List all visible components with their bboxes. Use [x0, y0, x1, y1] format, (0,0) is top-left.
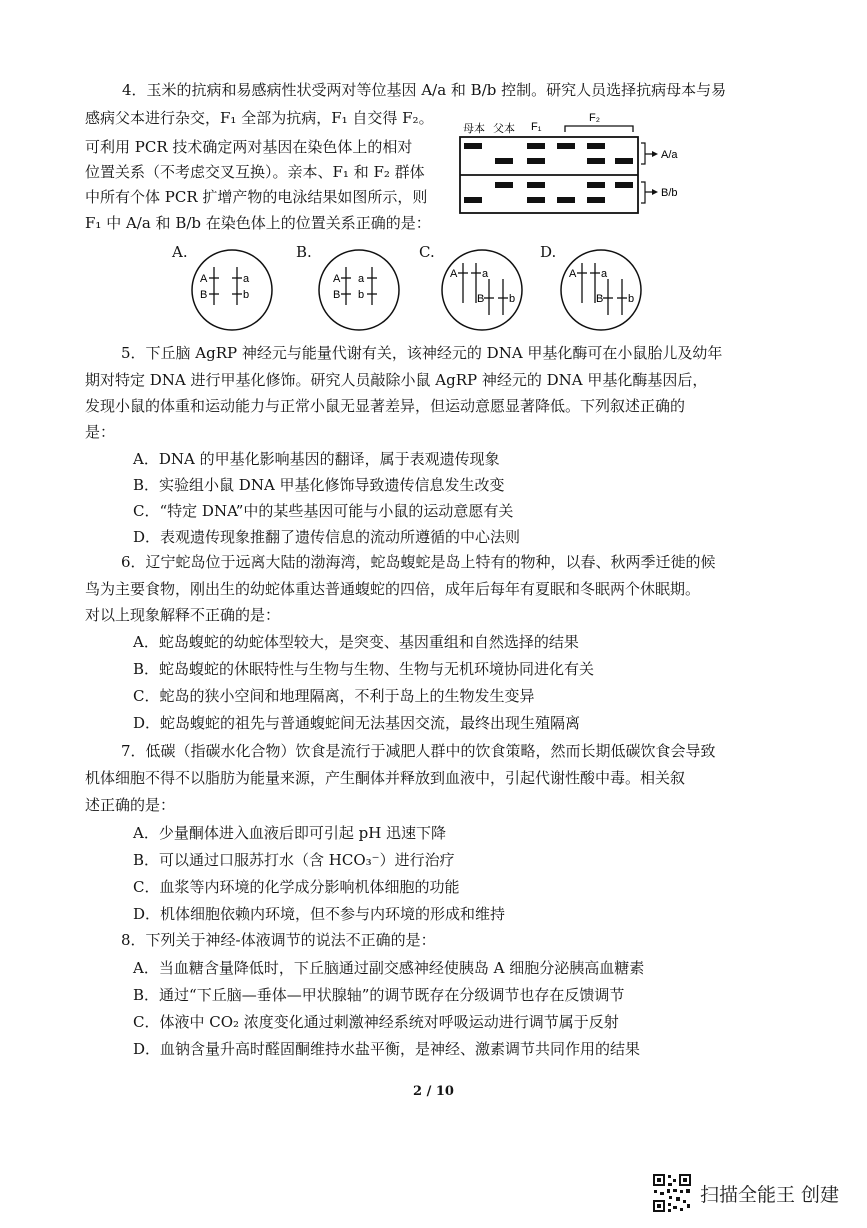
question-4-line: 中所有个体 PCR 扩增产物的电泳结果如图所示，则	[85, 188, 428, 206]
question-4-line: 感病父本进行杂交，F₁ 全部为抗病，F₁ 自交得 F₂。	[85, 109, 434, 127]
option-d-chromosome-diagram[interactable]	[556, 243, 646, 335]
option-a-chromosome-diagram[interactable]	[187, 243, 277, 335]
page-number: 2 / 10	[413, 1084, 454, 1099]
option-c-chromosome-diagram[interactable]	[437, 243, 527, 335]
option-d[interactable]: D．机体细胞依赖内环境，但不参与内环境的形成和维持	[133, 905, 506, 923]
allele-label: a	[358, 273, 365, 285]
allele-label: B	[596, 293, 604, 305]
option-b-chromosome-diagram[interactable]	[314, 243, 404, 335]
arrow-icon	[652, 151, 658, 157]
gel-bands	[464, 143, 633, 203]
question-7-line: 机体细胞不得不以脂肪为能量来源，产生酮体并释放到血液中，引起代谢性酸中毒。相关叙	[85, 769, 686, 787]
question-4-line: 位置关系（不考虑交叉互换）。亲本、F₁ 和 F₂ 群体	[85, 163, 425, 181]
gel-label-mother: 母本	[463, 123, 485, 135]
gel-row-label-bb: B/b	[661, 187, 678, 199]
watermark-text: 扫描全能王 创建	[700, 1183, 840, 1206]
option-a[interactable]: A．少量酮体进入血液后即可引起 pH 迅速下降	[133, 824, 447, 842]
option-c[interactable]: C．体液中 CO₂ 浓度变化通过刺激神经系统对呼吸运动进行调节属于反射	[133, 1013, 619, 1031]
allele-label: b	[628, 293, 635, 305]
allele-label: a	[601, 268, 608, 280]
allele-label: a	[243, 273, 250, 285]
option-c[interactable]: C．血浆等内环境的化学成分影响机体细胞的功能	[133, 878, 460, 896]
question-5-line: 5．下丘脑 AgRP 神经元与能量代谢有关，该神经元的 DNA 甲基化酶可在小鼠胎儿及幼年	[121, 344, 723, 362]
option-d[interactable]: D．蛇岛蝮蛇的祖先与普通蝮蛇间无法基因交流，最终出现生殖隔离	[133, 714, 581, 732]
question-4-line: 4．玉米的抗病和易感病性状受两对等位基因 A/a 和 B/b 控制。研究人员选择抗病母本与易	[122, 81, 727, 99]
option-c[interactable]: C．“特定 DNA”中的某些基因可能与小鼠的运动意愿有关	[133, 502, 514, 520]
allele-label: A	[569, 268, 577, 280]
allele-label: B	[477, 293, 485, 305]
allele-label: A	[333, 273, 341, 285]
option-d[interactable]: D．表观遗传现象推翻了遗传信息的流动所遵循的中心法则	[133, 528, 521, 546]
arrow-icon	[652, 189, 658, 195]
option-c[interactable]: C．蛇岛的狭小空间和地理隔离，不利于岛上的生物发生变异	[133, 687, 535, 705]
question-6-line: 6．辽宁蛇岛位于远离大陆的渤海湾，蛇岛蝮蛇是岛上特有的物种，以春、秋两季迁徙的候	[121, 553, 716, 571]
option-d-label[interactable]: D.	[540, 243, 557, 261]
option-a[interactable]: A．当血糖含量降低时，下丘脑通过副交感神经使胰岛 A 细胞分泌胰高血糖素	[133, 959, 645, 977]
allele-label: b	[243, 289, 250, 301]
question-7-line: 述正确的是：	[85, 796, 176, 814]
allele-label: A	[450, 268, 458, 280]
f2-bracket	[565, 126, 633, 132]
question-6-line: 对以上现象解释不正确的是：	[85, 606, 281, 624]
option-a[interactable]: A．DNA 的甲基化影响基因的翻译，属于表观遗传现象	[133, 450, 500, 468]
allele-label: b	[358, 289, 365, 301]
option-b[interactable]: B．蛇岛蝮蛇的休眠特性与生物与生物、生物与无机环境协同进化有关	[133, 660, 595, 678]
option-b[interactable]: B．实验组小鼠 DNA 甲基化修饰导致遗传信息发生改变	[133, 476, 505, 494]
question-7-line: 7．低碳（指碳水化合物）饮食是流行于减肥人群中的饮食策略，然而长期低碳饮食会导致	[121, 742, 716, 760]
gel-bracket-bb	[641, 182, 652, 203]
qr-code-icon	[652, 1173, 692, 1213]
option-b[interactable]: B．可以通过口服苏打水（含 HCO₃⁻）进行治疗	[133, 851, 455, 869]
question-8-line: 8．下列关于神经-体液调节的说法不正确的是：	[121, 931, 436, 949]
allele-label: B	[200, 289, 208, 301]
question-4-line: 可利用 PCR 技术确定两对基因在染色体上的相对	[85, 138, 413, 156]
question-5-line: 期对特定 DNA 进行甲基化修饰。研究人员敲除小鼠 AgRP 神经元的 DNA 甲基化酶基因后，	[85, 371, 708, 389]
allele-label: A	[200, 273, 208, 285]
question-5-line: 是：	[85, 423, 116, 441]
allele-label: a	[482, 268, 489, 280]
question-6-line: 鸟为主要食物，刚出生的幼蛇体重达普通蝮蛇的四倍，成年后每年有夏眠和冬眠两个休眠期。	[85, 580, 701, 598]
electrophoresis-figure	[455, 112, 700, 217]
option-b[interactable]: B．通过“下丘脑—垂体—甲状腺轴”的调节既存在分级调节也存在反馈调节	[133, 986, 625, 1004]
gel-label-f2: F₂	[589, 112, 600, 124]
allele-label: b	[509, 293, 516, 305]
question-5-line: 发现小鼠的体重和运动能力与正常小鼠无显著差异，但运动意愿显著降低。下列叙述正确的	[85, 397, 686, 415]
option-c-label[interactable]: C.	[419, 243, 435, 261]
gel-row-label-aa: A/a	[661, 149, 678, 161]
gel-bracket-aa	[641, 143, 652, 164]
option-b-label[interactable]: B.	[296, 243, 312, 261]
gel-label-father: 父本	[493, 123, 515, 135]
gel-label-f1: F₁	[531, 121, 542, 133]
scanner-watermark	[652, 1171, 839, 1215]
option-d[interactable]: D．血钠含量升高时醛固酮维持水盐平衡，是神经、激素调节共同作用的结果	[133, 1040, 641, 1058]
allele-label: B	[333, 289, 341, 301]
option-a-label[interactable]: A.	[172, 243, 188, 261]
question-4-line: F₁ 中 A/a 和 B/b 在染色体上的位置关系正确的是：	[85, 214, 431, 232]
option-a[interactable]: A．蛇岛蝮蛇的幼蛇体型较大，是突变、基因重组和自然选择的结果	[133, 633, 579, 651]
